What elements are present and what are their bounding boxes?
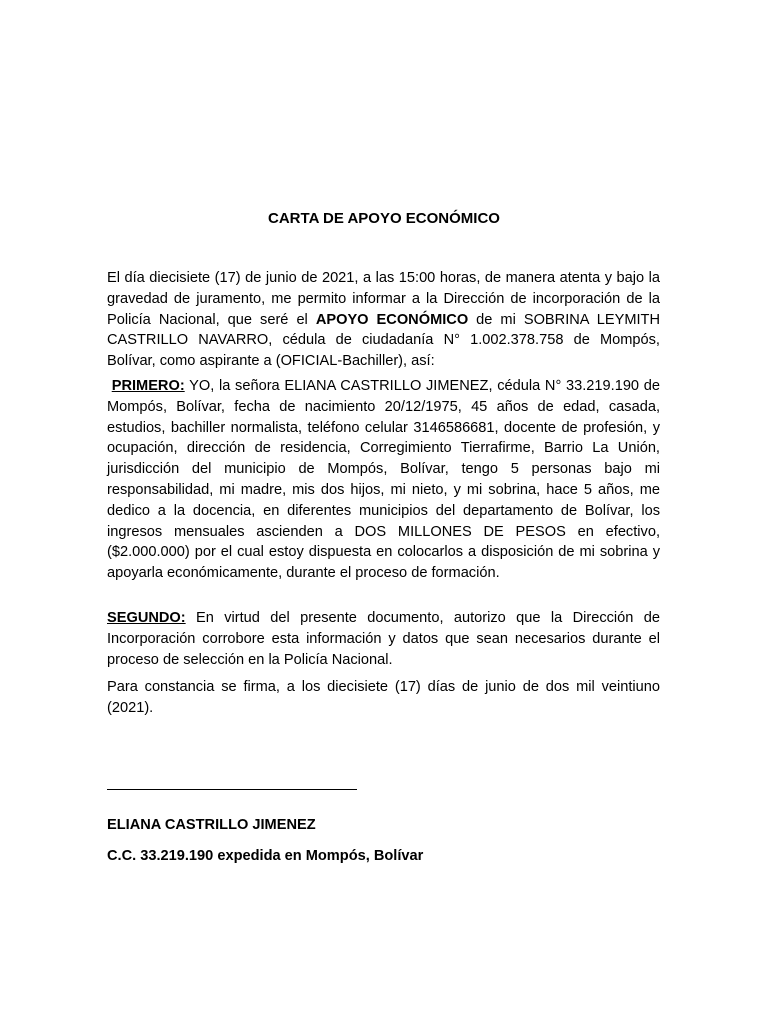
intro-text-end: de mi SOBRINA LEYMITH CASTRILLO NAVARRO, cédula de ciudadanía N° 1.002.378.758 de Mompós, Bolívar, como aspirante a (OFICIAL-Bachiller), así:	[107, 311, 660, 370]
intro-bold-phrase: APOYO ECONÓMICO	[315, 311, 469, 328]
primero-text: YO, la señora ELIANA CASTRILLO JIMENEZ, cédula N° 33.219.190 de Mompós, Bolívar, fecha de nacimiento 20/12/1975, 45 años de edad, casada, estudios, bachiller normalista, teléfono celular 3146586681, docente de profesión, y ocupación, dirección de residencia, Corregimiento Tierrafirme, Barrio La Unión, jurisdicción del municipio de Mompós, Bolívar, tengo 5 personas bajo mi responsabilidad, mi madre, mis dos hijos, mi nieto, y mi sobrina, hace 5 años, me dedico a la docencia, en diferentes municipios del departamento de Bolívar, los ingresos mensuales ascienden a DOS MILLONES DE PESOS en efectivo, ($2.000.000) por el cual estoy dispuesta en colocarlos a disposición de mi sobrina y apoyarla económicamente, durante el proceso de formación.	[107, 378, 660, 582]
intro-paragraph	[107, 268, 660, 372]
segundo-paragraph	[107, 608, 660, 670]
primero-paragraph	[107, 376, 660, 584]
signatory-id: C.C. 33.219.190 expedida en Mompós, Bolívar	[107, 848, 424, 864]
primero-label: PRIMERO:	[111, 378, 185, 394]
segundo-label: SEGUNDO:	[107, 610, 186, 626]
segundo-text: En virtud del presente documento, autorizo que la Dirección de Incorporación corrobore esta información y datos que sean necesarios durante el proceso de selección en la Policía Nacional.	[107, 610, 660, 668]
intro-text-start: El día diecisiete (17) de junio de 2021, a las 15:00 horas, de manera atenta y bajo la gravedad de juramento, me permito informar a la Dirección de incorporación de la Policía Nacional, que seré el	[107, 270, 660, 328]
signature-line	[107, 789, 357, 790]
signatory-name: ELIANA CASTRILLO JIMENEZ	[107, 817, 316, 833]
closing-paragraph: Para constancia se firma, a los diecisiete (17) días de junio de dos mil veintiuno (2021).	[107, 679, 660, 716]
document-title: CARTA DE APOYO ECONÓMICO	[268, 210, 500, 227]
